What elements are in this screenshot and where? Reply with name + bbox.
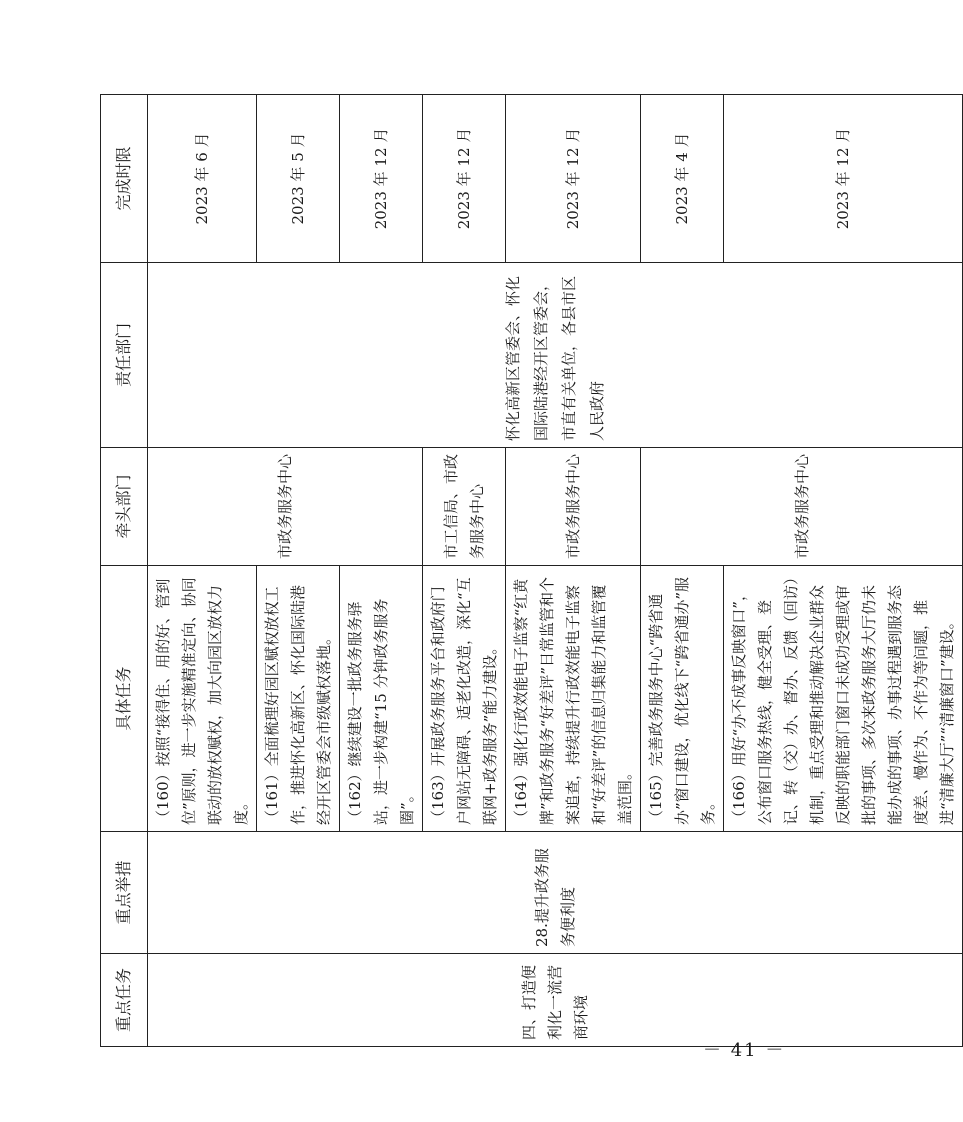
deadline-161: 2023 年 5 月 <box>257 95 340 263</box>
deadline-164: 2023 年 12 月 <box>506 95 641 263</box>
header-specific-task: 具体任务 <box>101 566 148 832</box>
header-lead-dept: 牵头部门 <box>101 448 148 566</box>
lead-dept-c: 市政务服务中心 <box>506 448 641 566</box>
specific-task-163: （163）开展政务服务平台和政府门户网站无障碍、适老化改造，深化“互联网+政务服务”能力建设。 <box>423 566 506 832</box>
header-resp-dept: 责任部门 <box>101 263 148 448</box>
deadline-160: 2023 年 6 月 <box>148 95 257 263</box>
lead-dept-a: 市政务服务中心 <box>148 448 423 566</box>
table-header-row <box>101 95 148 1047</box>
header-key-measure: 重点举措 <box>101 832 148 954</box>
specific-task-162: （162）继续建设一批政务服务驿站，进一步构建“15 分钟政务服务圈”。 <box>340 566 423 832</box>
specific-task-164: （164）强化行政效能电子监察“红黄牌”和政务服务“好差评”日常监管和个案追查，持续提升行政效能电子监察和“好差评”的信息归集能力和监管覆盖范围。 <box>506 566 641 832</box>
deadline-166: 2023 年 12 月 <box>724 95 963 263</box>
lead-dept-d: 市政务服务中心 <box>641 448 963 566</box>
specific-task-166: （166）用好“办不成事反映窗口”，公布窗口服务热线，健全受理、登记、转（交）办、督办、反馈（回访）机制，重点受理和推动解决企业群众反映的职能部门窗口未成功受理或审批的事项、多次来政务服务大厅仍未能办成的事项、办事过程遇到服务态度差、慢作为、不作为等问题，推进“清廉大厅”“清廉窗口”建设。 <box>724 566 963 832</box>
header-key-task: 重点任务 <box>101 954 148 1047</box>
specific-task-161: （161）全面梳理好园区赋权放权工作，推进怀化高新区、怀化国际陆港经开区管委会市级赋权落地。 <box>257 566 340 832</box>
table-row <box>148 95 257 1047</box>
page-number: － 41 － <box>703 1040 786 1061</box>
key-measure-cell: 28.提升政务服务便利度 <box>148 832 963 954</box>
responsible-dept-cell: 怀化高新区管委会、怀化国际陆港经开区管委会，市直有关单位，各县市区人民政府 <box>148 263 963 448</box>
header-deadline: 完成时限 <box>101 95 148 263</box>
lead-dept-b: 市工信局、市政务服务中心 <box>423 448 506 566</box>
deadline-163: 2023 年 12 月 <box>423 95 506 263</box>
specific-task-160: （160）按照“接得住、用的好、管到位”原则，进一步实施精准定向、协同联动的放权赋权，加大向园区放权力度。 <box>148 566 257 832</box>
specific-task-165: （165）完善政务服务中心“跨省通办”窗口建设，优化线下“跨省通办”服务。 <box>641 566 724 832</box>
deadline-165: 2023 年 4 月 <box>641 95 724 263</box>
key-task-cell: 四、打造便利化一流营商环境 <box>148 954 963 1047</box>
rotated-table-container <box>100 95 956 1047</box>
deadline-162: 2023 年 12 月 <box>340 95 423 263</box>
task-table <box>100 94 963 1047</box>
